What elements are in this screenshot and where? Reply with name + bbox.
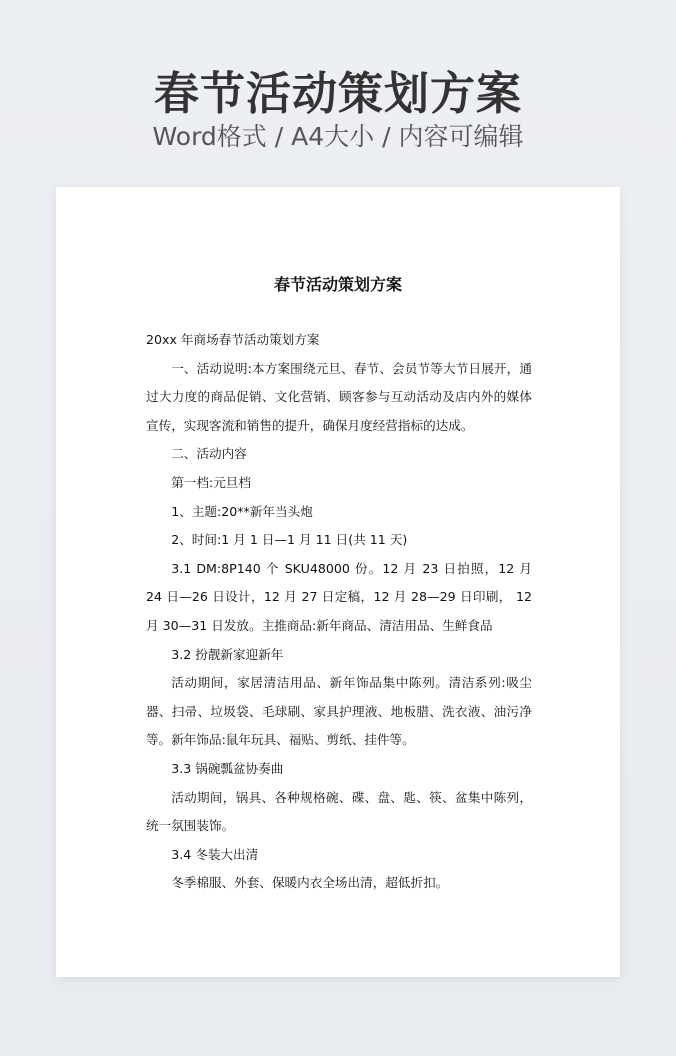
doc-intro: 20xx 年商场春节活动策划方案 bbox=[146, 332, 320, 347]
doc-theme-line: 1、主题:20**新年当头炮 bbox=[171, 503, 313, 519]
doc-section-description: 一、活动说明:本方案围绕元旦、春节、会员节等大节日展开，通过大力度的商品促销、文化营销、顾客参与互动活动及店内外的媒体宣传，实现客流和销售的提升，确保月度经营指标的达成。 bbox=[146, 360, 532, 433]
doc-item-paragraph: 活动期间，锅具、各种规格碗、碟、盘、匙、筷、盆集中陈列，统一氛围装饰。 bbox=[146, 789, 532, 834]
document-body bbox=[146, 326, 532, 898]
doc-item-heading: 3.4 冬装大出清 bbox=[171, 846, 259, 862]
doc-item-heading: 3.2 扮靓新家迎新年 bbox=[171, 646, 284, 662]
banner-title: 春节活动策划方案 bbox=[153, 67, 522, 120]
doc-dm-paragraph: 3.1 DM:8P140 个 SKU48000 份。12 月 23 日拍照，12 月 24 日—26 日设计，12 月 27 日定稿，12 月 28—29 日印刷， 12 月 30—31 日发放。主推商品:新年商品、清洁用品、生鲜食品 bbox=[146, 560, 532, 633]
doc-item-paragraph: 活动期间，家居清洁用品、新年饰品集中陈列。清洁系列:吸尘器、扫帚、垃圾袋、毛球刷、家具护理液、地板腊、洗衣液、油污净等。新年饰品:鼠年玩具、福贴、剪纸、挂件等。 bbox=[146, 675, 532, 748]
document-title: 春节活动策划方案 bbox=[273, 275, 402, 294]
doc-item-paragraph: 冬季棉服、外套、保暖内衣全场出清，超低折扣。 bbox=[171, 875, 449, 891]
doc-section-heading: 二、活动内容 bbox=[171, 446, 247, 462]
doc-subheading: 第一档:元旦档 bbox=[171, 474, 251, 490]
doc-time-line: 2、时间:1 月 1 日—1 月 11 日(共 11 天) bbox=[171, 532, 408, 548]
doc-item-heading: 3.3 锅碗瓢盆协奏曲 bbox=[171, 760, 284, 776]
banner-subtitle: Word格式 / A4大小 / 内容可编辑 bbox=[152, 122, 524, 151]
